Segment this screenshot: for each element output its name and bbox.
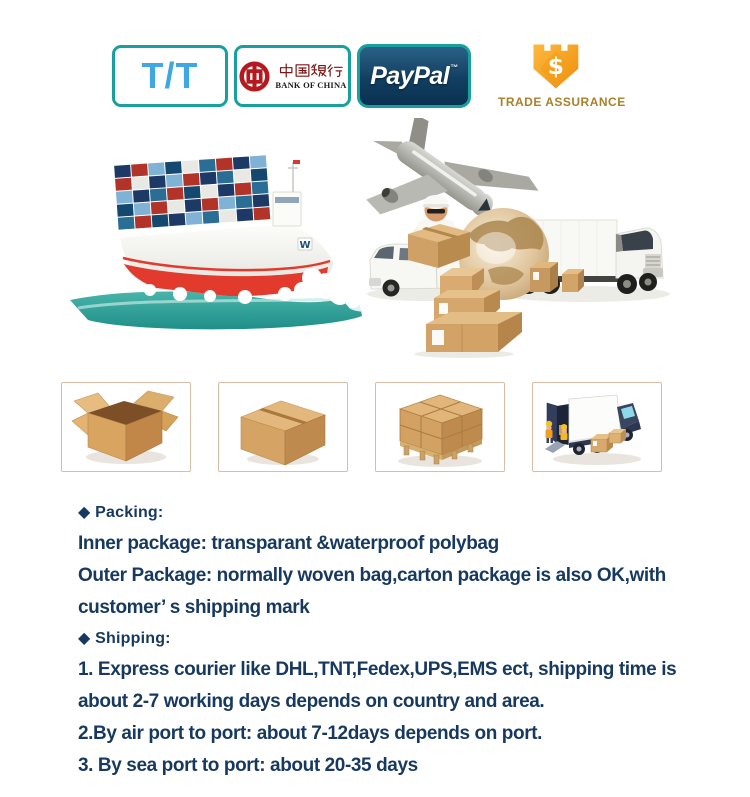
open-carton-box-image (62, 383, 190, 471)
sea-water (70, 292, 362, 330)
packing-line-1: Inner package: transparant &waterproof polybag (78, 533, 499, 554)
packaging-thumbnails-row (61, 382, 662, 472)
thumbnail-open-carton-box (61, 382, 191, 472)
loading-truck-image (533, 383, 661, 471)
packing-line-2: Outer Package: normally woven bag,carton package is also OK,with (78, 565, 666, 586)
payment-method-paypal (357, 44, 471, 108)
payment-method-tt (112, 45, 228, 107)
containers (114, 155, 270, 229)
shipping-line-3: 2.By air port to port: about 7-12days depends on port. (78, 723, 543, 744)
palletized-cartons-image (376, 383, 504, 471)
paypal-logo-text: PayPal™ (370, 61, 458, 90)
trade-assurance-dollar: $ (547, 53, 565, 81)
bank-of-china-english-label: BANK OF CHINA (275, 80, 347, 90)
trade-assurance-shield-icon (527, 40, 583, 92)
sealed-carton-box-image (219, 383, 347, 471)
shipping-line-4: 3. By sea port to port: about 20-35 days (78, 755, 418, 776)
packing-shipping-text (78, 498, 738, 782)
shipping-montage-image (60, 118, 700, 358)
thumbnail-sealed-carton-box (218, 382, 348, 472)
bank-of-china-chinese-characters (278, 62, 344, 79)
bank-of-china-labels (275, 62, 346, 90)
trade-assurance-label: TRADE ASSURANCE (498, 95, 626, 109)
shipping-line-1: 1. Express courier like DHL,TNT,Fedex,UPS,EMS ect, shipping time is (78, 659, 677, 680)
packing-heading: ◆ Packing: (78, 504, 164, 521)
paypal-tm-mark: ™ (450, 62, 458, 72)
packing-line-3: customer’ s shipping mark (78, 597, 310, 618)
tt-label: T/T (141, 55, 199, 96)
payment-method-trade-assurance (498, 40, 626, 109)
shipping-line-2: about 2-7 working days depends on country and area. (78, 691, 545, 712)
svg-text:W: W (299, 240, 311, 251)
container-ship-image (114, 155, 388, 312)
shipping-heading: ◆ Shipping: (78, 630, 171, 647)
bank-of-china-coin-icon (238, 60, 271, 93)
payment-methods-row (112, 44, 471, 108)
thumbnail-palletized-cartons (375, 382, 505, 472)
payment-method-bank-of-china (234, 45, 351, 107)
thumbnail-loading-truck (532, 382, 662, 472)
